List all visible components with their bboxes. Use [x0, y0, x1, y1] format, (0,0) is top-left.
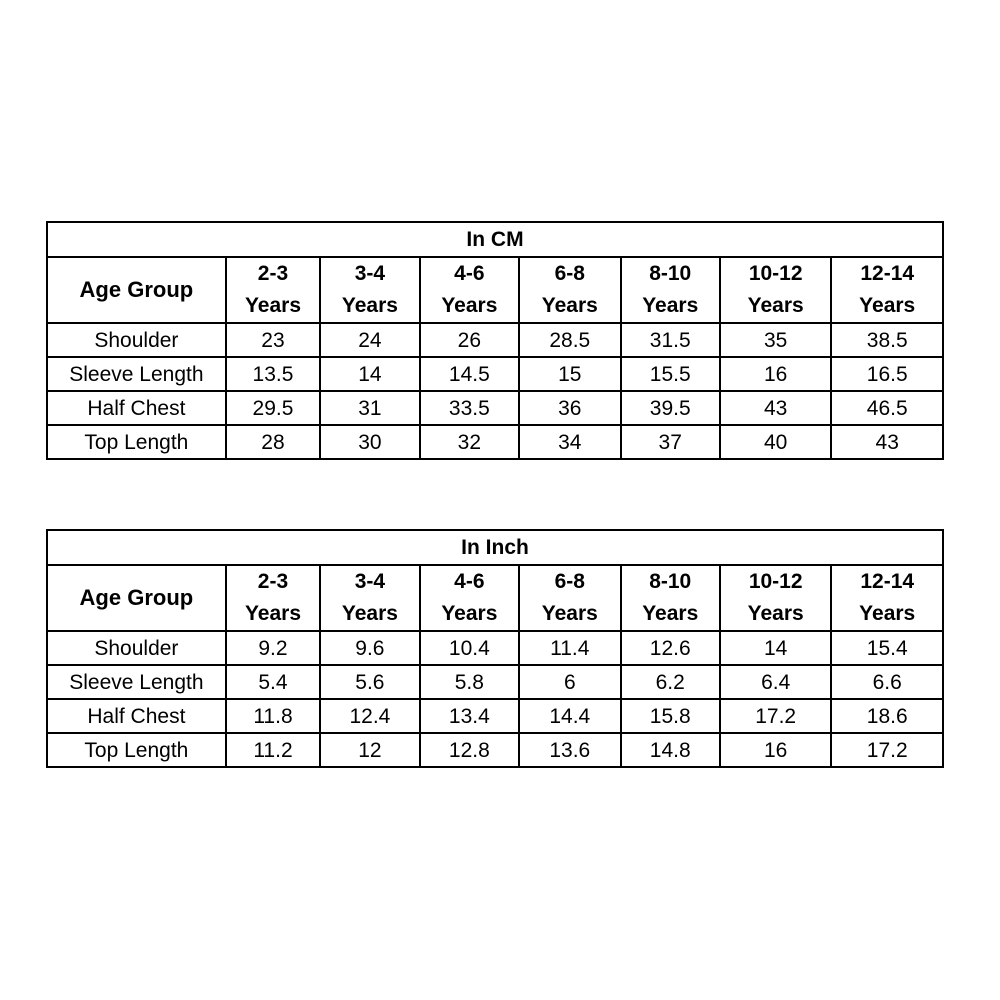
table-cell: 6 [519, 665, 620, 699]
table-row [47, 631, 943, 665]
table-cell: 37 [621, 425, 720, 459]
table-cell: 28.5 [519, 323, 620, 357]
table-cell: 5.4 [226, 665, 320, 699]
table-cell: 28 [226, 425, 320, 459]
age-unit: Years [341, 602, 398, 625]
column-header [519, 257, 620, 323]
table-cell: 36 [519, 391, 620, 425]
column-header [420, 257, 519, 323]
table-cell: 34 [519, 425, 620, 459]
table-cell: 43 [831, 425, 943, 459]
table-cell: 29.5 [226, 391, 320, 425]
table-title: In CM [47, 222, 943, 257]
column-header [831, 257, 943, 323]
age-range: 8-10 [649, 262, 692, 285]
row-label: Sleeve Length [47, 357, 226, 391]
age-range: 3-4 [354, 570, 386, 593]
age-range: 10-12 [748, 262, 803, 285]
table-cell: 16 [720, 733, 831, 767]
table-cell: 12.4 [320, 699, 419, 733]
table-header-row [47, 257, 943, 323]
table-row [47, 391, 943, 425]
table-cell: 15.4 [831, 631, 943, 665]
row-label: Half Chest [47, 699, 226, 733]
table-cell: 11.8 [226, 699, 320, 733]
age-unit: Years [541, 294, 598, 317]
age-unit: Years [747, 602, 804, 625]
column-header [519, 565, 620, 631]
table-cell: 6.6 [831, 665, 943, 699]
age-range: 6-8 [554, 570, 585, 593]
column-header [621, 565, 720, 631]
table-cell: 32 [420, 425, 519, 459]
column-header [320, 565, 419, 631]
age-range: 12-14 [860, 262, 915, 285]
table-cell: 14 [320, 357, 419, 391]
table-cell: 30 [320, 425, 419, 459]
column-header [226, 257, 320, 323]
table-cell: 13.4 [420, 699, 519, 733]
age-unit: Years [747, 294, 804, 317]
column-header [720, 565, 831, 631]
table-cell: 13.5 [226, 357, 320, 391]
table-cell: 31.5 [621, 323, 720, 357]
table-cell: 16.5 [831, 357, 943, 391]
age-unit: Years [642, 602, 699, 625]
age-unit: Years [441, 602, 498, 625]
age-unit: Years [244, 294, 302, 317]
table-cell: 14.5 [420, 357, 519, 391]
age-unit: Years [244, 602, 302, 625]
table-cell: 9.2 [226, 631, 320, 665]
table-cell: 43 [720, 391, 831, 425]
table-cell: 40 [720, 425, 831, 459]
table-row [47, 665, 943, 699]
table-cell: 10.4 [420, 631, 519, 665]
table-cell: 38.5 [831, 323, 943, 357]
age-range: 6-8 [554, 262, 585, 285]
age-group-header: Age Group [47, 257, 226, 323]
table-cell: 15.8 [621, 699, 720, 733]
table-row [47, 323, 943, 357]
table-cell: 39.5 [621, 391, 720, 425]
table-cell: 17.2 [720, 699, 831, 733]
age-range: 8-10 [649, 570, 692, 593]
age-unit: Years [642, 294, 699, 317]
table-row [47, 699, 943, 733]
table-cell: 35 [720, 323, 831, 357]
table-cell: 46.5 [831, 391, 943, 425]
size-table-inch [46, 529, 944, 768]
table-cell: 31 [320, 391, 419, 425]
age-range: 10-12 [748, 570, 803, 593]
table-cell: 12 [320, 733, 419, 767]
table-title-row [47, 530, 943, 565]
age-unit: Years [859, 294, 916, 317]
table-cell: 23 [226, 323, 320, 357]
table-cell: 12.8 [420, 733, 519, 767]
row-label: Shoulder [47, 631, 226, 665]
age-range: 4-6 [454, 262, 485, 285]
age-unit: Years [341, 294, 398, 317]
table-cell: 26 [420, 323, 519, 357]
table-cell: 17.2 [831, 733, 943, 767]
table-cell: 15.5 [621, 357, 720, 391]
table-header-row [47, 565, 943, 631]
age-range: 4-6 [454, 570, 485, 593]
table-cell: 6.4 [720, 665, 831, 699]
age-unit: Years [541, 602, 598, 625]
table-cell: 18.6 [831, 699, 943, 733]
table-cell: 14.8 [621, 733, 720, 767]
age-range: 2-3 [257, 570, 289, 593]
column-header [320, 257, 419, 323]
row-label: Top Length [47, 425, 226, 459]
table-cell: 14.4 [519, 699, 620, 733]
age-range: 3-4 [354, 262, 386, 285]
table-cell: 12.6 [621, 631, 720, 665]
table-cell: 16 [720, 357, 831, 391]
table-cell: 11.4 [519, 631, 620, 665]
table-cell: 15 [519, 357, 620, 391]
column-header [831, 565, 943, 631]
row-label: Sleeve Length [47, 665, 226, 699]
table-cell: 5.6 [320, 665, 419, 699]
row-label: Shoulder [47, 323, 226, 357]
age-range: 2-3 [257, 262, 289, 285]
age-range: 12-14 [860, 570, 915, 593]
table-row [47, 733, 943, 767]
table-cell: 13.6 [519, 733, 620, 767]
size-table-cm [46, 221, 944, 460]
age-unit: Years [859, 602, 916, 625]
row-label: Half Chest [47, 391, 226, 425]
table-cell: 9.6 [320, 631, 419, 665]
table-cell: 11.2 [226, 733, 320, 767]
table-cell: 14 [720, 631, 831, 665]
table-cell: 24 [320, 323, 419, 357]
table-cell: 5.8 [420, 665, 519, 699]
column-header [621, 257, 720, 323]
table-row [47, 357, 943, 391]
column-header [226, 565, 320, 631]
age-group-header: Age Group [47, 565, 226, 631]
table-title: In Inch [47, 530, 943, 565]
table-cell: 6.2 [621, 665, 720, 699]
column-header [420, 565, 519, 631]
row-label: Top Length [47, 733, 226, 767]
table-cell: 33.5 [420, 391, 519, 425]
column-header [720, 257, 831, 323]
table-row [47, 425, 943, 459]
table-title-row [47, 222, 943, 257]
age-unit: Years [441, 294, 498, 317]
